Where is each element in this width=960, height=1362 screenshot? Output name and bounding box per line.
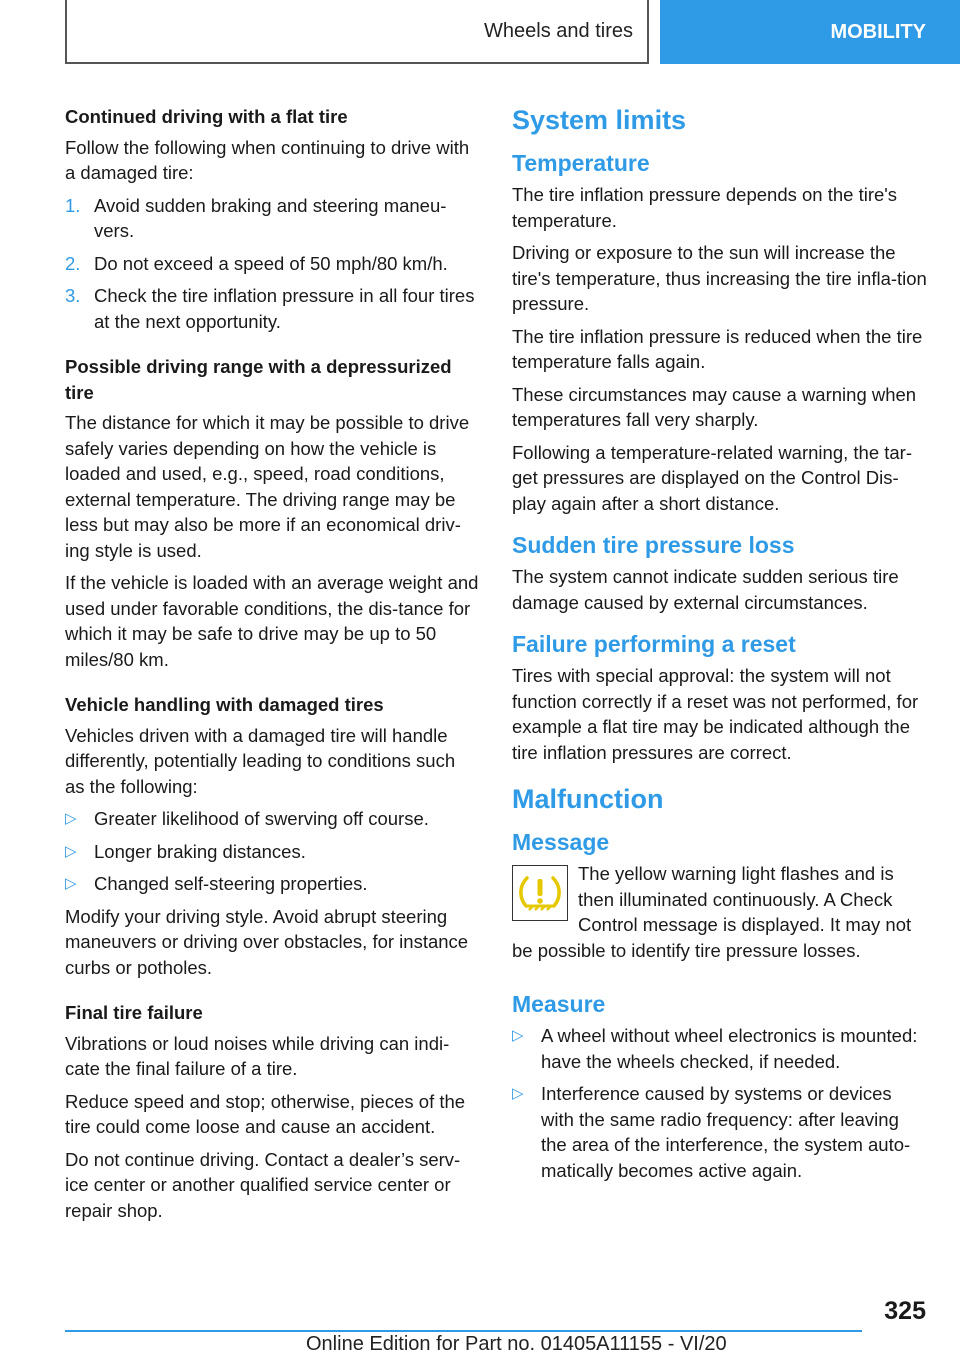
final-failure-heading: Final tire failure — [65, 1002, 203, 1023]
triangle-right-icon: ▷ — [512, 1027, 524, 1044]
header-chapter-tab — [660, 0, 960, 64]
header-section-title: Wheels and tires — [484, 19, 633, 42]
temperature-paragraph-4: These circumstances may cause a warning when temperatures fall very sharply. — [512, 383, 917, 430]
header-section-tab — [65, 0, 649, 64]
list-item — [65, 283, 479, 334]
step-number: 3. — [65, 285, 81, 306]
final-failure-paragraph-1: Vibrations or loud noises while driving can indi-cate the final failure of a tire. — [65, 1032, 450, 1079]
step-number: 1. — [65, 194, 81, 216]
driving-range-heading: Possible driving range with a depressurized tire — [65, 356, 452, 403]
bullet-text: A wheel without wheel electronics is mounted: have the wheels checked, if needed. — [541, 1025, 918, 1072]
vehicle-handling-heading: Vehicle handling with damaged tires — [65, 694, 384, 715]
temperature-heading: Temperature — [512, 150, 650, 176]
list-item — [65, 251, 479, 277]
driving-range-paragraph-2: If the vehicle is loaded with an average weight and used under favorable conditions, the dis-tance for which it may be safe to drive may be up to 50 miles/80 km. — [65, 572, 479, 670]
temperature-paragraph-5: Following a temperature-related warning, the tar-get pressures are displayed on the Control Dis-play again after a short distance. — [512, 441, 912, 514]
temperature-paragraph-3: The tire inflation pressure is reduced when the tire temperature falls again. — [512, 325, 923, 372]
bullet-text: Changed self-steering properties. — [94, 873, 368, 894]
sudden-loss-paragraph: The system cannot indicate sudden serious tire damage caused by external circumstances. — [512, 566, 899, 613]
bullet-text: Interference caused by systems or devices with the same radio frequency: after leaving the area of the interference, the system auto-matically becomes active again. — [541, 1083, 911, 1181]
vehicle-handling-intro: Vehicles driven with a damaged tire will handle differently, potentially leading to conditions such as the following: — [65, 724, 456, 797]
triangle-right-icon: ▷ — [65, 810, 77, 827]
reset-failure-paragraph: Tires with special approval: the system will not function correctly if a reset was not performed, for example a flat tire may be indicated although the tire inflation pressures are correct. — [512, 665, 919, 763]
list-item — [65, 839, 479, 865]
triangle-right-icon: ▷ — [65, 875, 77, 892]
reset-failure-heading: Failure performing a reset — [512, 631, 796, 657]
final-failure-paragraph-2: Reduce speed and stop; otherwise, pieces of the tire could come loose and cause an accident. — [65, 1090, 466, 1137]
malfunction-heading: Malfunction — [512, 784, 664, 814]
triangle-right-icon: ▷ — [512, 1085, 524, 1102]
list-item — [65, 806, 479, 832]
footer-edition: Online Edition for Part no. 01405A11155 - VI/20 — [306, 1333, 727, 1355]
list-item — [512, 1023, 927, 1074]
message-paragraph: The yellow warning light flashes and is then illuminated continuously. A Check Control message is displayed. It may not be possible to identify tire pressure losses. — [512, 863, 912, 961]
header-chapter-title: MOBILITY — [830, 20, 926, 43]
step-text: Avoid sudden braking and steering maneu-vers. — [94, 194, 447, 241]
right-column — [512, 104, 927, 1190]
list-item — [65, 871, 479, 897]
tire-pressure-warning-icon — [512, 865, 568, 921]
driving-range-paragraph-1: The distance for which it may be possible to drive safely varies depending on how the vehicle is loaded and used, e.g., speed, road conditions, external temperature. The driving range may be less but may also be more if an economical driv-ing style is used. — [65, 412, 470, 561]
final-failure-paragraph-3: Do not continue driving. Contact a dealer’s serv-ice center or another qualified service center or repair shop. — [65, 1148, 461, 1221]
list-item — [65, 193, 479, 244]
step-text: Check the tire inflation pressure in all four tires at the next opportunity. — [94, 285, 475, 332]
step-number: 2. — [65, 252, 81, 274]
flat-tire-intro: Follow the following when continuing to drive with a damaged tire: — [65, 136, 470, 183]
list-item — [512, 1081, 927, 1183]
temperature-paragraph-1: The tire inflation pressure depends on the tire's temperature. — [512, 184, 898, 231]
vehicle-handling-list — [65, 806, 479, 897]
left-column — [65, 104, 479, 1230]
message-heading: Message — [512, 829, 610, 855]
step-text: Do not exceed a speed of 50 mph/80 km/h. — [94, 252, 448, 274]
sudden-loss-heading: Sudden tire pressure loss — [512, 532, 795, 558]
message-block — [512, 861, 927, 963]
flat-tire-steps — [65, 193, 479, 335]
measure-heading: Measure — [512, 991, 606, 1017]
triangle-right-icon: ▷ — [65, 842, 77, 860]
system-limits-heading: System limits — [512, 105, 687, 135]
footer-divider — [65, 1330, 862, 1332]
measure-list — [512, 1023, 927, 1183]
flat-tire-heading: Continued driving with a flat tire — [65, 106, 348, 127]
bullet-text: Longer braking distances. — [94, 840, 306, 862]
page-number: 325 — [884, 1297, 926, 1325]
bullet-text: Greater likelihood of swerving off course. — [94, 808, 429, 829]
vehicle-handling-paragraph-2: Modify your driving style. Avoid abrupt steering maneuvers or driving over obstacles, for instance curbs or potholes. — [65, 905, 469, 978]
temperature-paragraph-2: Driving or exposure to the sun will increase the tire's temperature, thus increasing the tire infla-tion pressure. — [512, 242, 927, 314]
